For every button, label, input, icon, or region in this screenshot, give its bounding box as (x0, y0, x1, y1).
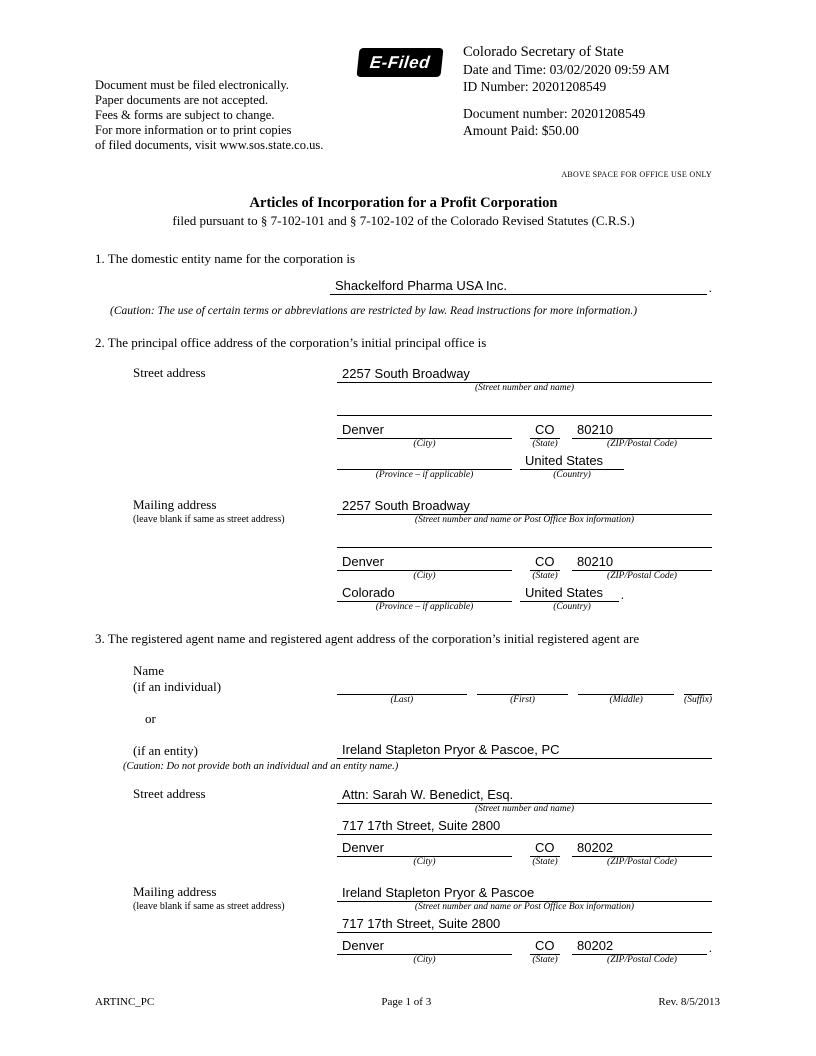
mailing-address-note: (leave blank if same as street address) (133, 901, 285, 912)
city-state-zip-row (337, 421, 712, 450)
province-value: Colorado (342, 585, 395, 600)
if-entity-label: (if an entity) (133, 743, 198, 758)
city-value: Denver (342, 938, 384, 953)
mailing-address1-group (337, 497, 712, 526)
entity-name-value: Shackelford Pharma USA Inc. (335, 278, 507, 293)
city-state-zip-row (337, 937, 712, 966)
country-field-wrap (520, 584, 624, 602)
agent-entity-row (133, 741, 712, 759)
street-address1-group (337, 365, 712, 394)
state-caption: (State) (532, 571, 558, 581)
zip-value: 80202 (577, 938, 614, 953)
street-address-label: Street address (133, 786, 206, 801)
country-caption: (Country) (553, 602, 591, 612)
entity-name-field (330, 277, 707, 295)
city-group (337, 839, 512, 868)
city-value: Denver (342, 554, 384, 569)
filed-id-number: ID Number: 20201208549 (463, 79, 607, 94)
city-field (337, 839, 512, 857)
filed-datetime: Date and Time: 03/02/2020 09:59 AM (463, 62, 670, 77)
mailing-address1-caption: (Street number and name or Post Office Box information) (414, 515, 635, 525)
state-field (530, 937, 560, 955)
item1-caution: (Caution: The use of certain terms or abbreviations are restricted by law. Read instructions for more information.) (110, 305, 638, 317)
zip-caption: (ZIP/Postal Code) (607, 955, 677, 965)
sos-name: Colorado Secretary of State (463, 44, 624, 60)
city-state-zip-row (337, 839, 712, 868)
city-value: Denver (342, 840, 384, 855)
zip-field (572, 421, 712, 439)
middle-name-field (578, 677, 674, 695)
zip-field (572, 937, 707, 955)
revision-date: Rev. 8/5/2013 (658, 996, 720, 1008)
street-address1-field (337, 786, 712, 804)
province-field (337, 584, 512, 602)
zip-field-wrap (572, 937, 712, 955)
province-group (337, 452, 512, 481)
mailing-address1-field (337, 497, 712, 515)
efiled-stamp (356, 48, 443, 77)
suffix-group (684, 677, 712, 706)
zip-group (572, 421, 712, 450)
agent-name-fields (337, 663, 712, 706)
item3-text: 3. The registered agent name and registered agent address of the corporation’s initial registered agent are (95, 631, 640, 646)
state-value: CO (535, 938, 555, 953)
entity-name-row (330, 277, 712, 295)
mailing-address2-value (337, 546, 342, 547)
street-address-fields (337, 365, 712, 481)
street-address1-group (337, 786, 712, 815)
city-caption: (City) (413, 955, 436, 965)
state-value: CO (535, 422, 555, 437)
or-label: or (145, 711, 156, 726)
city-field (337, 553, 512, 571)
state-group (530, 421, 560, 450)
street-address-label-col (133, 786, 337, 868)
city-caption: (City) (413, 857, 436, 867)
street-address-label: Street address (133, 365, 206, 380)
agent-entity-name-field (337, 741, 712, 759)
amount-paid: Amount Paid: $50.00 (463, 123, 579, 138)
mailing-address1-caption: (Street number and name or Post Office Box information) (414, 902, 635, 912)
agent-street-fields (337, 786, 712, 868)
state-value: CO (535, 840, 555, 855)
country-field (520, 452, 624, 470)
first-name-group (477, 677, 569, 706)
mailing-address2-field (337, 915, 712, 933)
suffix-field (684, 677, 712, 695)
street-address2-field (337, 817, 712, 835)
office-use-note: ABOVE SPACE FOR OFFICE USE ONLY (561, 170, 712, 179)
street-address-label-col (133, 365, 337, 481)
if-entity-label-col (133, 743, 337, 759)
first-name-value (477, 693, 482, 694)
province-country-row (337, 584, 712, 613)
suffix-value (684, 693, 689, 694)
agent-mailing-address-row (133, 884, 712, 966)
item3-caution: (Caution: Do not provide both an individual and an entity name.) (123, 761, 399, 772)
notice-line: Document must be filed electronically. (95, 78, 289, 92)
state-group (530, 839, 560, 868)
city-group (337, 937, 512, 966)
agent-street-address-row (133, 786, 712, 868)
state-group (530, 553, 560, 582)
province-caption: (Province – if applicable) (375, 602, 474, 612)
middle-name-group (578, 677, 674, 706)
state-caption: (State) (532, 955, 558, 965)
mailing-address-label-col (133, 884, 337, 966)
street-address2-value (337, 414, 342, 415)
province-group (337, 584, 512, 613)
item2-text: 2. The principal office address of the corporation’s initial principal office is (95, 335, 487, 350)
zip-value: 80210 (577, 554, 614, 569)
name-label: Name (133, 663, 165, 678)
mailing-address1-group (337, 884, 712, 913)
mailing-address1-field (337, 884, 712, 902)
mailing-address2-field (337, 534, 712, 548)
city-value: Denver (342, 422, 384, 437)
principal-street-address-row (133, 365, 712, 481)
city-group (337, 553, 512, 582)
state-value: CO (535, 554, 555, 569)
agent-name-label-col (133, 663, 337, 706)
document-header (95, 44, 712, 162)
notice-line: of filed documents, visit www.sos.state.co.us. (95, 138, 324, 152)
first-name-field (477, 677, 569, 695)
form-code: ARTINC_PC (95, 996, 155, 1008)
province-country-row (337, 452, 712, 481)
country-caption: (Country) (553, 470, 591, 480)
zip-value: 80202 (577, 840, 614, 855)
city-state-zip-row (337, 553, 712, 582)
document-number-block (463, 105, 670, 139)
state-caption: (State) (532, 857, 558, 867)
filing-notice (95, 78, 323, 153)
principal-mailing-address-row (133, 497, 712, 613)
country-value: United States (525, 585, 604, 600)
mailing-address-note: (leave blank if same as street address) (133, 514, 285, 525)
suffix-caption: (Suffix) (684, 695, 712, 705)
state-group (530, 937, 560, 966)
city-field (337, 937, 512, 955)
document-subtitle: filed pursuant to § 7-102-101 and § 7-102-102 of the Colorado Revised Statutes (C.R.S.) (172, 213, 635, 228)
city-field (337, 421, 512, 439)
street-address2-field (337, 402, 712, 416)
document-title: Articles of Incorporation for a Profit Corporation (249, 195, 558, 211)
street-address2-value: 717 17th Street, Suite 2800 (342, 818, 501, 833)
mailing-address1-value: 2257 South Broadway (342, 498, 470, 513)
zip-field (572, 553, 712, 571)
state-field (530, 421, 560, 439)
zip-field (572, 839, 712, 857)
office-filing-info (463, 44, 670, 139)
street-address1-caption: (Street number and name) (474, 383, 575, 393)
individual-name-fields-row (337, 677, 712, 706)
province-caption: (Province – if applicable) (375, 470, 474, 480)
efiled-stamp-label: E-Filed (368, 52, 432, 72)
document-number: Document number: 20201208549 (463, 106, 646, 121)
agent-entity-name-value: Ireland Stapleton Pryor & Pascoe, PC (342, 742, 560, 757)
country-field (520, 584, 619, 602)
street-address1-value: Attn: Sarah W. Benedict, Esq. (342, 787, 514, 802)
agent-mailing-fields (337, 884, 712, 966)
agent-entity-fields (337, 741, 712, 759)
province-value (337, 468, 342, 469)
zip-caption: (ZIP/Postal Code) (607, 439, 677, 449)
mailing-address-fields (337, 497, 712, 613)
zip-caption: (ZIP/Postal Code) (607, 571, 677, 581)
notice-line: Fees & forms are subject to change. (95, 108, 275, 122)
city-group (337, 421, 512, 450)
agent-name-row (133, 663, 712, 706)
city-caption: (City) (413, 571, 436, 581)
middle-name-value (578, 693, 583, 694)
period-mark: . (708, 280, 712, 295)
zip-group (572, 937, 712, 966)
last-name-value (337, 693, 342, 694)
notice-line: Paper documents are not accepted. (95, 93, 269, 107)
mailing-address2-value: 717 17th Street, Suite 2800 (342, 916, 501, 931)
period-mark: . (708, 940, 712, 955)
if-individual-label: (if an individual) (133, 679, 222, 694)
province-field (337, 452, 512, 470)
page-footer (95, 996, 720, 1008)
zip-group (572, 553, 712, 582)
mailing-address1-value: Ireland Stapleton Pryor & Pascoe (342, 885, 535, 900)
notice-line: For more information or to print copies (95, 123, 292, 137)
country-group (520, 584, 624, 613)
mailing-address-label: Mailing address (133, 884, 217, 899)
state-field (530, 839, 560, 857)
zip-value: 80210 (577, 422, 614, 437)
state-field (530, 553, 560, 571)
middle-name-caption: (Middle) (609, 695, 643, 705)
last-name-field (337, 677, 467, 695)
period-mark: . (620, 587, 624, 602)
city-caption: (City) (413, 439, 436, 449)
mailing-address-label: Mailing address (133, 497, 217, 512)
item1-text: 1. The domestic entity name for the corporation is (95, 251, 356, 266)
state-caption: (State) (532, 439, 558, 449)
street-address1-value: 2257 South Broadway (342, 366, 470, 381)
last-name-group (337, 677, 467, 706)
street-address1-field (337, 365, 712, 383)
street-address1-caption: (Street number and name) (474, 804, 575, 814)
country-group (520, 452, 624, 481)
mailing-address-label-col (133, 497, 337, 613)
country-value: United States (525, 453, 604, 468)
page-number: Page 1 of 3 (381, 996, 432, 1008)
first-name-caption: (First) (510, 695, 535, 705)
last-name-caption: (Last) (390, 695, 414, 705)
zip-caption: (ZIP/Postal Code) (607, 857, 677, 867)
zip-group (572, 839, 712, 868)
